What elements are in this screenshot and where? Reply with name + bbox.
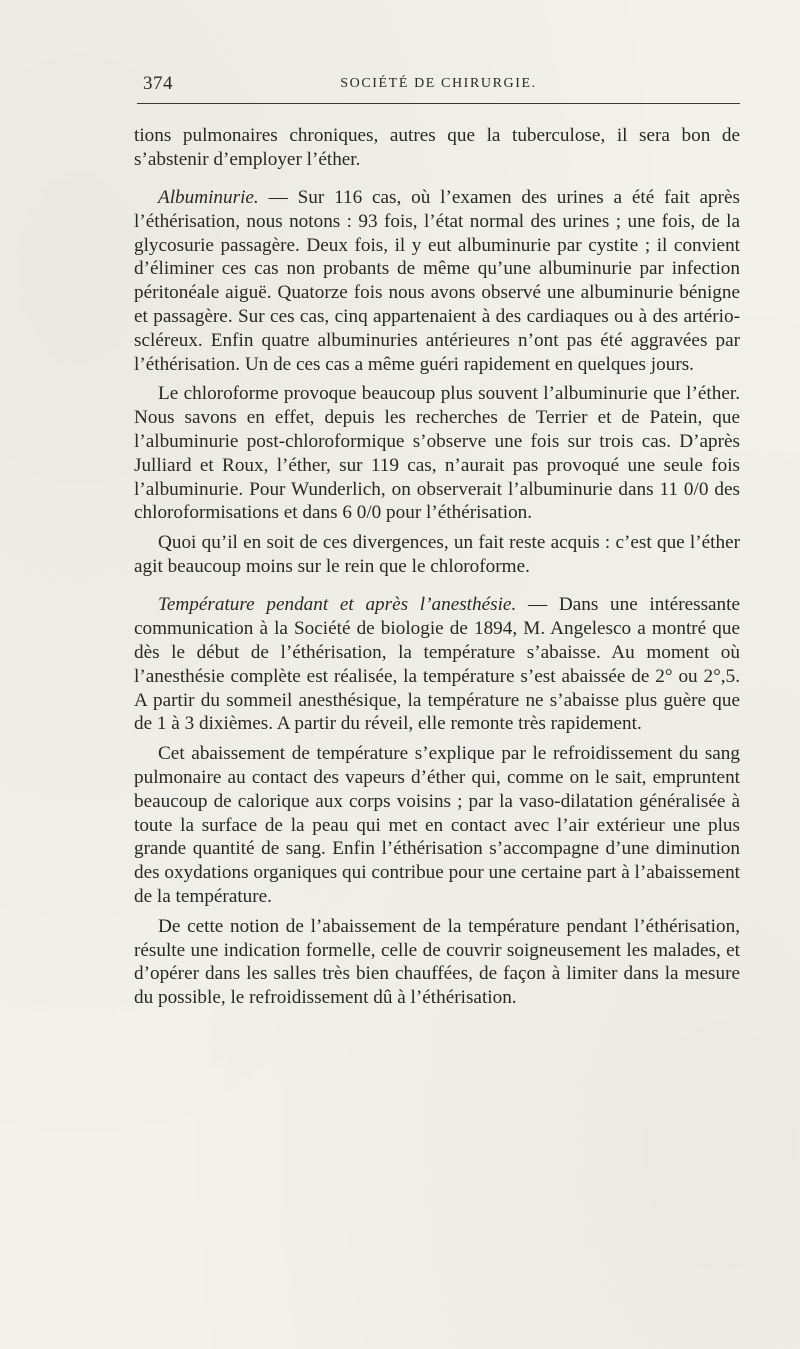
paragraph-chloroforme (134, 382, 740, 525)
paragraph-text: De cette notion de l’abaissement de la température pendant l’éthérisation, résulte une indication formelle, celle de couvrir soigneusement les malades, et d’opérer dans les salles très bien chauffées, de façon à limiter dans la mesure du possible, le refroidissement dû à l’éthérisation. (134, 915, 740, 1009)
paragraph-divergences (134, 531, 740, 579)
section-title-temperature: Température pendant et après l’anesthésie. (158, 594, 517, 616)
paragraph-text: Le chloroforme provoque beaucoup plus souvent l’albuminurie que l’éther. Nous savons en effet, depuis les recherches de Terrier et de Patein, que l’albuminurie post-chloroformique s’observe une fois sur trois cas. D’après Julliard et Roux, l’éther, sur 119 cas, n’aurait pas provoqué une seule fois l’albuminurie. Pour Wunderlich, on observerait l’albuminurie dans 11 0/0 des chloroformisations et dans 6 0/0 pour l’éthérisation. (134, 383, 740, 524)
paragraph-text: Quoi qu’il en soit de ces divergences, un fait reste acquis : c’est que l’éther agit beaucoup moins sur le rein que le chloroforme. (134, 532, 740, 578)
paragraph-abaissement (134, 742, 740, 909)
page-number: 374 (143, 73, 173, 94)
paragraph-albuminurie (134, 186, 740, 376)
section-title-albuminurie: Albuminurie. (158, 187, 259, 209)
paragraph-text: — Sur 116 cas, où l’examen des urines a été fait après l’éthérisation, nous notons : 93 fois, l’état normal des urines ; une fois, de la glycosurie passagère. Deux fois, il y eut albuminurie par cystite ; il convient d’éliminer ces cas non probants de même qu’une albuminurie par infection péritonéale aiguë. Quatorze fois nous avons observé une albuminurie bénigne et passagère. Sur ces cas, cinq appartenaient à des cardiaques ou à des artério-scléreux. Enfin quatre albuminuries antérieures n’ont pas été aggravées par l’éthérisation. Un de ces cas a même guéri rapidement en quelques jours. (134, 187, 740, 375)
journal-title: SOCIÉTÉ DE CHIRURGIE. (340, 76, 537, 91)
paragraph-text: — Dans une intéressante communication à la Société de biologie de 1894, M. Angelesco a montré que dès le début de l’éthérisation, la température s’abaisse. Au moment où l’anesthésie complète est réalisée, la température s’est abaissée de 2° ou 2°,5. A partir du sommeil anesthésique, la température ne s’abaisse plus guère que de 1 à 3 dixièmes. A partir du réveil, elle remonte très rapidement. (134, 594, 740, 735)
paragraph-continuation (134, 124, 740, 172)
running-head (137, 70, 740, 94)
paragraph-text: tions pulmonaires chroniques, autres que la tuberculose, il sera bon de s’abstenir d’employer l’éther. (134, 125, 740, 170)
paragraph-text: Cet abaissement de température s’explique par le refroidissement du sang pulmonaire au contact des vapeurs d’éther qui, comme on le sait, empruntent beaucoup de calorique aux corps voisins ; par la vaso-dilatation généralisée à toute la surface de la peau qui met en contact avec l’air extérieur une plus grande quantité de sang. Enfin l’éthérisation s’accompagne d’une diminution des oxydations organiques qui contribue pour une certaine part à l’abaissement de la température. (134, 743, 740, 907)
paragraph-temperature (134, 593, 740, 736)
paragraph-conclusion (134, 915, 740, 1010)
body-text (134, 124, 740, 1010)
header-rule (137, 103, 740, 104)
